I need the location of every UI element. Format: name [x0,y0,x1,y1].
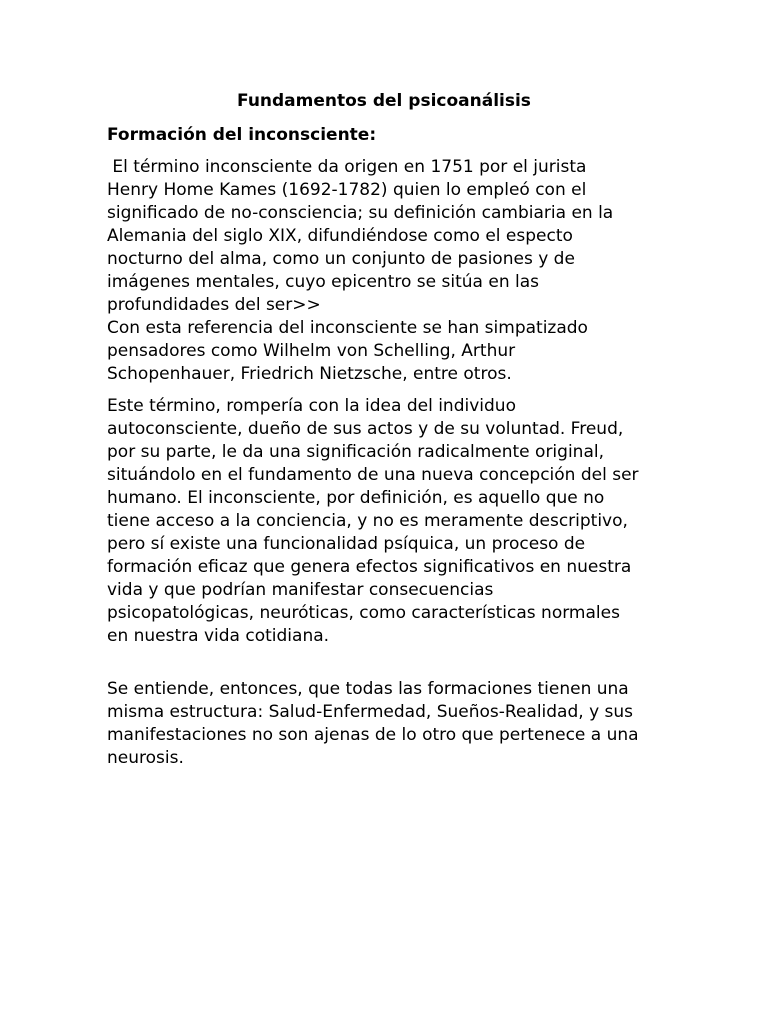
text-line: Con esta referencia del inconsciente se han simpatizado [107,318,588,338]
document-body [107,122,667,770]
text-line: por su parte, le da una significación radicalmente original, [107,442,604,462]
text-line: imágenes mentales, cuyo epicentro se sitúa en las [107,272,539,292]
text-line: neurosis. [107,748,184,768]
text-line: pensadores como Wilhelm von Schelling, Arthur [107,341,516,361]
text-line: significado de no-consciencia; su definición cambiaria en la [107,203,614,223]
paragraph-1 [107,156,667,317]
text-line: Se entiende, entonces, que todas las formaciones tienen una [107,679,629,699]
text-line: pero sí existe una funcionalidad psíquica, un proceso de [107,534,586,554]
paragraph-2 [107,317,667,386]
text-line: Schopenhauer, Friedrich Nietzsche, entre otros. [107,364,512,384]
text-line: situándolo en el fundamento de una nueva concepción del ser [107,465,639,485]
paragraph-3 [107,395,667,648]
section-heading: Formación del inconsciente: [107,125,377,145]
text-line: misma estructura: Salud-Enfermedad, Sueños-Realidad, y sus [107,702,634,722]
text-line: manifestaciones no son ajenas de lo otro que pertenece a una [107,725,639,745]
text-line: Este término, rompería con la idea del individuo [107,396,516,416]
text-line: Henry Home Kames (1692-1782) quien lo empleó con el [107,180,587,200]
text-line: formación eficaz que genera efectos significativos en nuestra [107,557,632,577]
text-line: vida y que podrían manifestar consecuencias [107,580,494,600]
text-line: nocturno del alma, como un conjunto de pasiones y de [107,249,575,269]
text-line: psicopatológicas, neuróticas, como características normales [107,603,620,623]
document-title: Fundamentos del psicoanálisis [237,91,531,111]
paragraph-4 [107,678,667,770]
text-line: tiene acceso a la conciencia, y no es meramente descriptivo, [107,511,628,531]
text-line: humano. El inconsciente, por definición, es aquello que no [107,488,605,508]
text-line: profundidades del ser>> [107,295,321,315]
text-line: autoconsciente, dueño de sus actos y de su voluntad. Freud, [107,419,624,439]
text-line: en nuestra vida cotidiana. [107,626,330,646]
text-line: El término inconsciente da origen en 1751 por el jurista [107,157,587,177]
text-line: Alemania del siglo XIX, difundiéndose como el especto [107,226,573,246]
